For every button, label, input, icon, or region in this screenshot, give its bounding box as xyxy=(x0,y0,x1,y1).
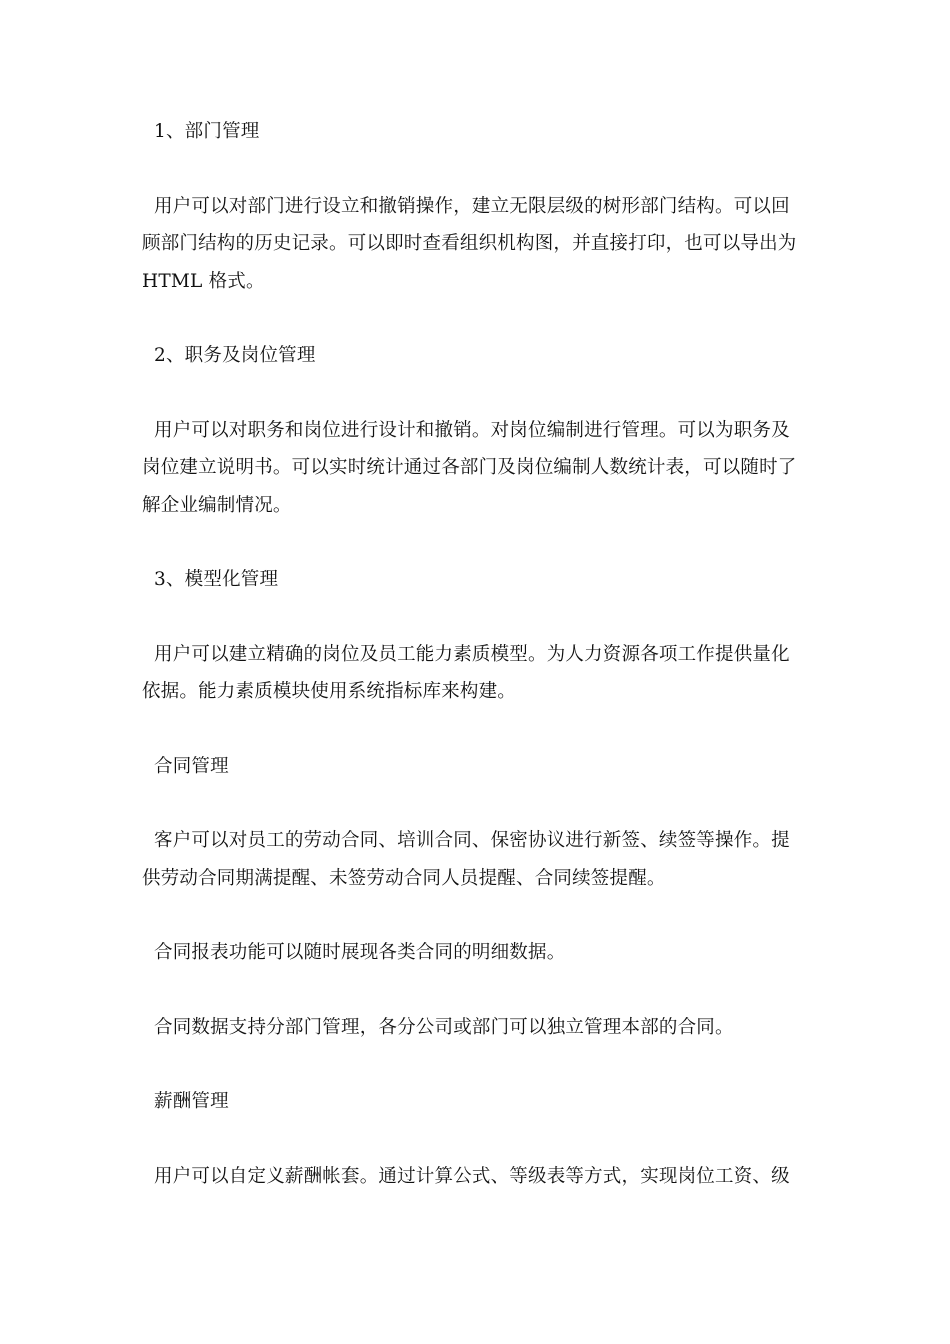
paragraph-line: 用户可以自定义薪酬帐套。通过计算公式、等级表等方式，实现岗位工资、级 xyxy=(154,1166,790,1187)
paragraph-line: 合同报表功能可以随时展现各类合同的明细数据。 xyxy=(154,942,566,963)
section-heading-department: 1、部门管理 xyxy=(154,121,260,142)
paragraph-line: 用户可以对职务和岗位进行设计和撤销。对岗位编制进行管理。可以为职务及 xyxy=(154,420,790,441)
paragraph-line: 解企业编制情况。 xyxy=(142,495,292,516)
paragraph-line: 顾部门结构的历史记录。可以即时查看组织机构图，并直接打印，也可以导出为 xyxy=(142,233,797,254)
section-heading-position: 2、职务及岗位管理 xyxy=(154,345,316,366)
paragraph-line: 用户可以对部门进行设立和撤销操作，建立无限层级的树形部门结构。可以回 xyxy=(154,196,790,217)
paragraph-line: 用户可以建立精确的岗位及员工能力素质模型。为人力资源各项工作提供量化 xyxy=(154,644,790,665)
section-heading-model: 3、模型化管理 xyxy=(154,569,279,590)
paragraph-line: 合同数据支持分部门管理，各分公司或部门可以独立管理本部的合同。 xyxy=(154,1017,734,1038)
section-heading-salary: 薪酬管理 xyxy=(154,1091,229,1112)
paragraph-line: 依据。能力素质模块使用系统指标库来构建。 xyxy=(142,681,517,702)
paragraph-line: 供劳动合同期满提醒、未签劳动合同人员提醒、合同续签提醒。 xyxy=(142,868,666,889)
paragraph-line: 客户可以对员工的劳动合同、培训合同、保密协议进行新签、续签等操作。提 xyxy=(154,830,790,851)
paragraph-line: 岗位建立说明书。可以实时统计通过各部门及岗位编制人数统计表，可以随时了 xyxy=(142,457,797,478)
section-heading-contract: 合同管理 xyxy=(154,756,229,777)
paragraph-line: HTML 格式。 xyxy=(142,271,265,292)
